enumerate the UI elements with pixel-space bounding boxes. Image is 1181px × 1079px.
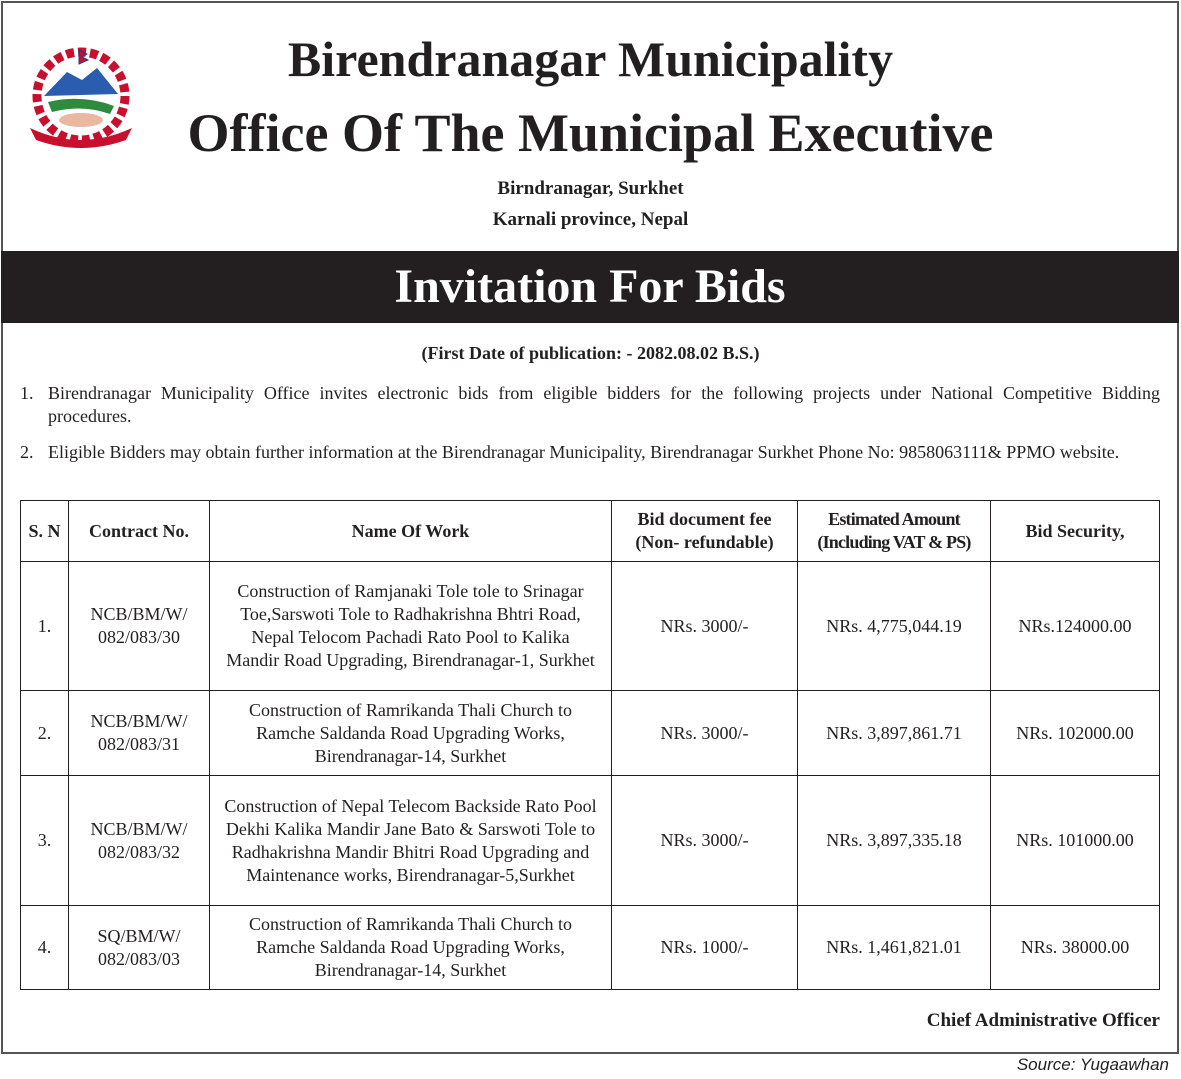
- paragraph-1: [20, 382, 1160, 428]
- banner-title: Invitation For Bids: [1, 251, 1179, 323]
- address-line-2: Karnali province, Nepal: [492, 209, 689, 230]
- cell-fee: NRs. 3000/-: [612, 776, 798, 906]
- cell-amount: NRs. 1,461,821.01: [798, 906, 991, 990]
- header-contract: Contract No.: [69, 501, 210, 562]
- paragraph-number: 1.: [20, 383, 34, 403]
- paragraph-text: Birendranagar Municipality Office invites electronic bids from eligible bidders for the following projects under National Competitive Bidding procedures.: [48, 383, 1160, 426]
- table-header-row: [21, 501, 1160, 562]
- cell-security: NRs.124000.00: [991, 562, 1160, 691]
- paragraph-number: 2.: [20, 442, 34, 462]
- table-row: [21, 691, 1160, 776]
- cell-work: Construction of Ramrikanda Thali Church to Ramche Saldanda Road Upgrading Works, Birendranagar-14, Surkhet: [210, 691, 612, 776]
- cell-security: NRs. 102000.00: [991, 691, 1160, 776]
- address-line-1: Birndranagar, Surkhet: [497, 178, 684, 199]
- cell-sn: 2.: [21, 691, 69, 776]
- cell-fee: NRs. 1000/-: [612, 906, 798, 990]
- cell-contract: NCB/BM/W/ 082/083/30: [69, 562, 210, 691]
- cell-amount: NRs. 4,775,044.19: [798, 562, 991, 691]
- cell-work: Construction of Nepal Telecom Backside Rato Pool Dekhi Kalika Mandir Jane Bato & Sarswoti Tole to Radhakrishna Mandir Bhitri Road Upgrading and Maintenance works, Birendranagar-5,Surkhet: [210, 776, 612, 906]
- signatory: Chief Administrative Officer: [926, 1010, 1160, 1031]
- cell-fee: NRs. 3000/-: [612, 562, 798, 691]
- paragraph-2: [20, 441, 1160, 464]
- header-work: Name Of Work: [210, 501, 612, 562]
- cell-security: NRs. 101000.00: [991, 776, 1160, 906]
- table-row: [21, 562, 1160, 691]
- cell-work: Construction of Ramrikanda Thali Church to Ramche Saldanda Road Upgrading Works, Birendranagar-14, Surkhet: [210, 906, 612, 990]
- cell-contract: NCB/BM/W/ 082/083/32: [69, 776, 210, 906]
- publication-date: (First Date of publication: - 2082.08.02 B.S.): [421, 343, 760, 363]
- office-title: Office Of The Municipal Executive: [187, 103, 994, 163]
- cell-sn: 1.: [21, 562, 69, 691]
- header-security: Bid Security,: [991, 501, 1160, 562]
- cell-sn: 3.: [21, 776, 69, 906]
- cell-security: NRs. 38000.00: [991, 906, 1160, 990]
- header-amount: Estimated Amount (Including VAT & PS): [798, 501, 991, 562]
- source-credit: Source: Yugaawhan: [1016, 1055, 1169, 1074]
- header-fee: Bid document fee (Non- refundable): [612, 501, 798, 562]
- cell-contract: SQ/BM/W/ 082/083/03: [69, 906, 210, 990]
- table-row: [21, 906, 1160, 990]
- bids-table: [20, 500, 1160, 990]
- cell-amount: NRs. 3,897,861.71: [798, 691, 991, 776]
- municipality-title: Birendranagar Municipality: [287, 31, 894, 87]
- cell-work: Construction of Ramjanaki Tole tole to Srinagar Toe,Sarswoti Tole to Radhakrishna Bhtri Road, Nepal Telocom Pachadi Rato Pool to Kalika Mandir Road Upgrading, Birendranagar-1, Surkhet: [210, 562, 612, 691]
- cell-sn: 4.: [21, 906, 69, 990]
- header-sn: S. N: [21, 501, 69, 562]
- paragraph-text: Eligible Bidders may obtain further information at the Birendranagar Municipality, Birendranagar Surkhet Phone No: 9858063111& PPMO website.: [48, 442, 1120, 462]
- table-row: [21, 776, 1160, 906]
- cell-amount: NRs. 3,897,335.18: [798, 776, 991, 906]
- cell-contract: NCB/BM/W/ 082/083/31: [69, 691, 210, 776]
- cell-fee: NRs. 3000/-: [612, 691, 798, 776]
